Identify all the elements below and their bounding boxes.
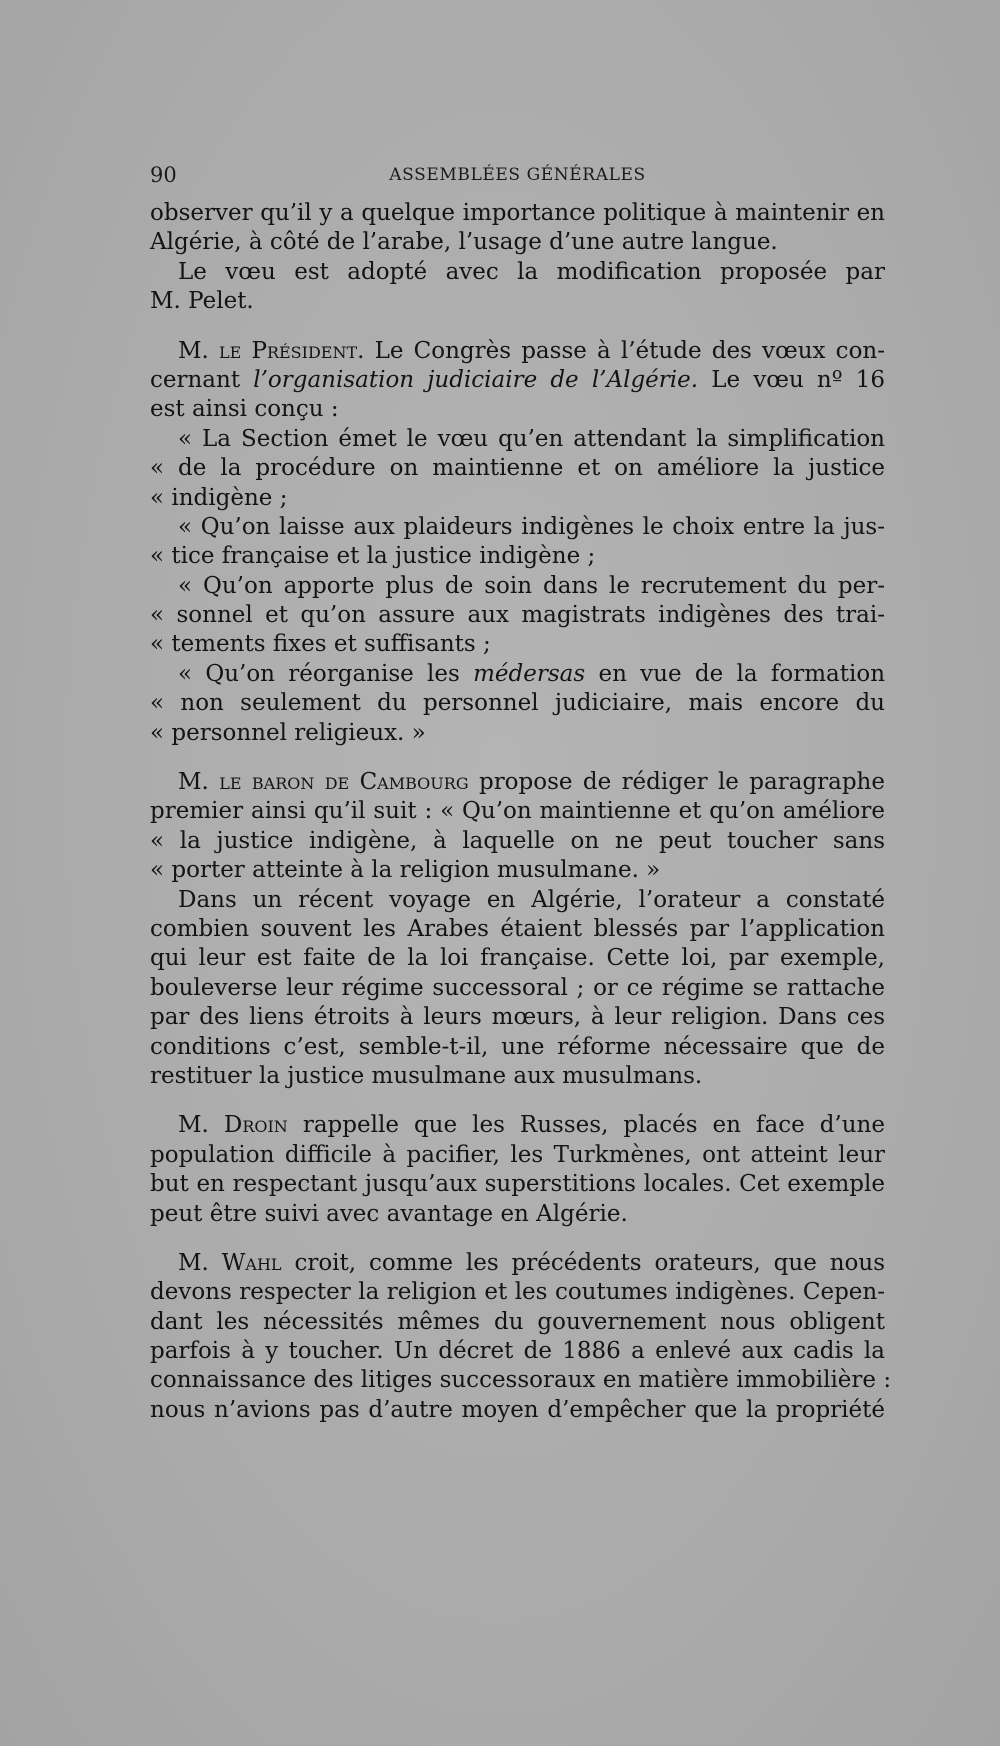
text-line: premier ainsi qu’il suit : « Qu’on maintienne et qu’on améliore [150, 798, 885, 825]
text-line: M. Pelet. [150, 288, 254, 315]
paragraph [150, 768, 885, 886]
running-title: ASSEMBLÉES GÉNÉRALES [389, 165, 646, 185]
speaker-name: M. Droin [178, 1112, 288, 1139]
text-line: « tements fixes et suffisants ; [150, 631, 491, 658]
text-line: population difficile à pacifier, les Turkmènes, ont atteint leur [150, 1141, 885, 1168]
text-line: qui leur est faite de la loi française. Cette loi, par exemple, [150, 945, 885, 972]
text-line: « la justice indigène, à laquelle on ne peut toucher sans [150, 827, 885, 854]
page-header [150, 163, 885, 191]
text-line: Dans un récent voyage en Algérie, l’orateur a constaté [178, 886, 885, 913]
speaker-name: M. Wahl [178, 1249, 282, 1276]
quoted-block [150, 425, 885, 748]
paragraph [150, 1111, 885, 1229]
text-line: dant les nécessités mêmes du gouvernement nous obligent [150, 1308, 885, 1335]
text-line: Le vœu est adopté avec la modification proposée par [178, 258, 885, 285]
paragraph [150, 258, 885, 317]
text-line: « porter atteinte à la religion musulmane. » [150, 857, 661, 884]
text-line: par des liens étroits à leurs mœurs, à leur religion. Dans ces [150, 1004, 885, 1031]
text-line: « Qu’on laisse aux plaideurs indigènes le choix entre la jus- [178, 513, 885, 540]
text-line: parfois à y toucher. Un décret de 1886 a enlevé aux cadis la [150, 1338, 885, 1365]
text-line: « indigène ; [150, 484, 288, 511]
paragraph [150, 1249, 892, 1425]
text-line: bouleverse leur régime successoral ; or ce régime se rattache [150, 974, 885, 1001]
text-line: cernant l’organisation judiciaire de l’Algérie. Le vœu nº 16 [150, 366, 885, 393]
text-line: Algérie, à côté de l’arabe, l’usage d’une autre langue. [150, 229, 778, 256]
text-line: devons respecter la religion et les coutumes indigènes. Cepen- [150, 1279, 885, 1306]
paragraph [150, 886, 885, 1092]
text-line: « personnel religieux. » [150, 719, 426, 746]
text-line: restituer la justice musulmane aux musulmans. [150, 1062, 703, 1089]
speaker-name: M. le Président. [178, 337, 365, 364]
italic-title: l’organisation judiciaire de l’Algérie. [253, 366, 699, 393]
text-line: « Qu’on réorganise les médersas en vue de la formation [178, 660, 886, 687]
text-line: M. Droin rappelle que les Russes, placés en face d’une [178, 1112, 885, 1139]
italic-term: médersas [473, 660, 586, 687]
text-line: « sonnel et qu’on assure aux magistrats indigènes des trai- [150, 602, 885, 629]
text-line: nous n’avions pas d’autre moyen d’empêcher que la propriété [150, 1396, 885, 1423]
page-number: 90 [150, 163, 177, 187]
text-line: observer qu’il y a quelque importance politique à maintenir en [150, 200, 885, 226]
speaker-name: M. le baron de Cambourg [178, 769, 469, 796]
text-line: conditions c’est, semble-t-il, une réforme nécessaire que de [150, 1033, 885, 1060]
text-line: « La Section émet le vœu qu’en attendant la simplification [178, 425, 885, 452]
text-line: peut être suivi avec avantage en Algérie. [150, 1200, 628, 1227]
text-line: M. Wahl croit, comme les précédents orateurs, que nous [178, 1249, 885, 1276]
text-line: « Qu’on apporte plus de soin dans le recrutement du per- [178, 572, 885, 599]
text-line: M. le Président. Le Congrès passe à l’étude des vœux con- [178, 337, 885, 364]
text-line: connaissance des litiges successoraux en matière immobilière : [150, 1367, 892, 1394]
text-line: M. le baron de Cambourg propose de rédiger le paragraphe [178, 769, 885, 796]
text-line: but en respectant jusqu’aux superstitions locales. Cet exemple [150, 1171, 885, 1198]
text-line: « tice française et la justice indigène ; [150, 543, 596, 570]
paragraph [150, 337, 885, 425]
text-line: combien souvent les Arabes étaient blessés par l’application [150, 915, 885, 942]
text-line: « de la procédure on maintienne et on améliore la justice [150, 455, 885, 482]
text-line: est ainsi conçu : [150, 396, 339, 423]
paragraph [150, 199, 885, 258]
page-body [150, 199, 892, 1425]
text-line: « non seulement du personnel judiciaire, mais encore du [150, 690, 885, 717]
